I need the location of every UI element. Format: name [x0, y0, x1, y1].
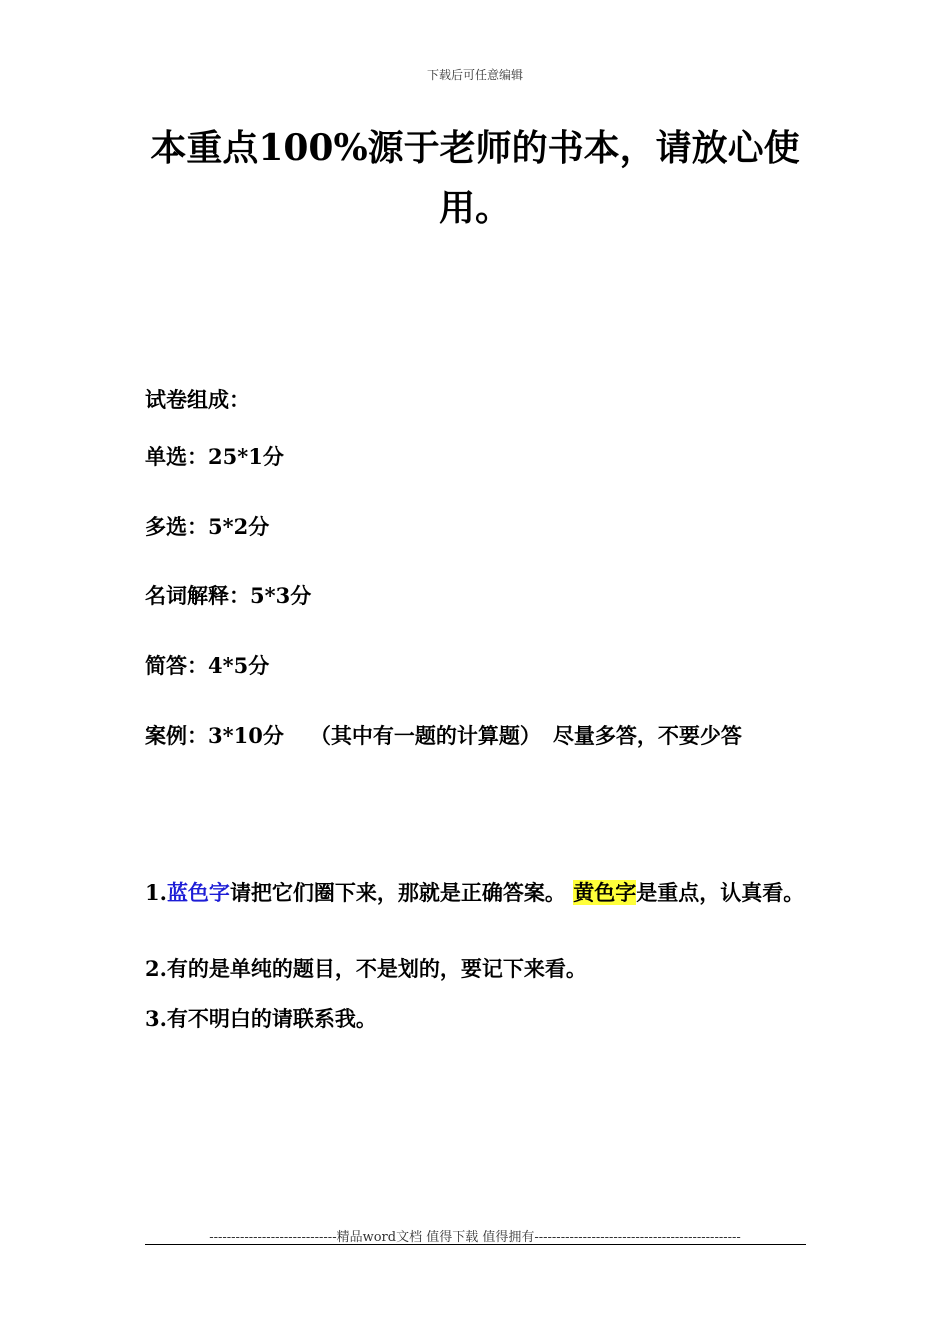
- composition-item-short-answer: 简答：4*5分: [145, 653, 270, 678]
- composition-item-term-explanation: 名词解释：5*3分: [145, 583, 312, 608]
- footer-divider: [145, 1244, 806, 1245]
- header-note: 下载后可任意编辑: [426, 68, 523, 82]
- composition-item-case-study: [145, 720, 742, 750]
- footer-text: -----------------------------精品word文档 值得下载 值得拥有-----------------------------------------------: [209, 1230, 741, 1245]
- note-1-yellow-explanation: 是重点，认真看。: [636, 880, 805, 905]
- note-1-blue-explanation: 请把它们圈下来，那就是正确答案。: [229, 880, 566, 905]
- composition-item-multiple-choice: 多选：5*2分: [145, 514, 270, 539]
- case-study-note: （其中有一题的计算题）: [309, 723, 541, 748]
- instruction-note-3: 3.有不明白的请联系我。: [145, 1006, 377, 1031]
- yellow-text-label: 黄色字: [573, 880, 637, 905]
- page-title: 本重点100%源于老师的书本，请放心使用。: [150, 127, 800, 229]
- composition-item-single-choice: 单选：25*1分: [145, 444, 284, 469]
- instruction-note-1: [145, 874, 807, 911]
- exam-composition-heading: 试卷组成：: [145, 387, 250, 412]
- instruction-note-2: 2.有的是单纯的题目，不是划的，要记下来看。: [145, 956, 587, 981]
- note-1-number: 1.: [145, 880, 167, 905]
- case-study-advice: 尽量多答，不要少答: [552, 723, 742, 748]
- blue-text-label: 蓝色字: [166, 880, 230, 905]
- case-study-label: 案例：3*10分: [145, 723, 284, 748]
